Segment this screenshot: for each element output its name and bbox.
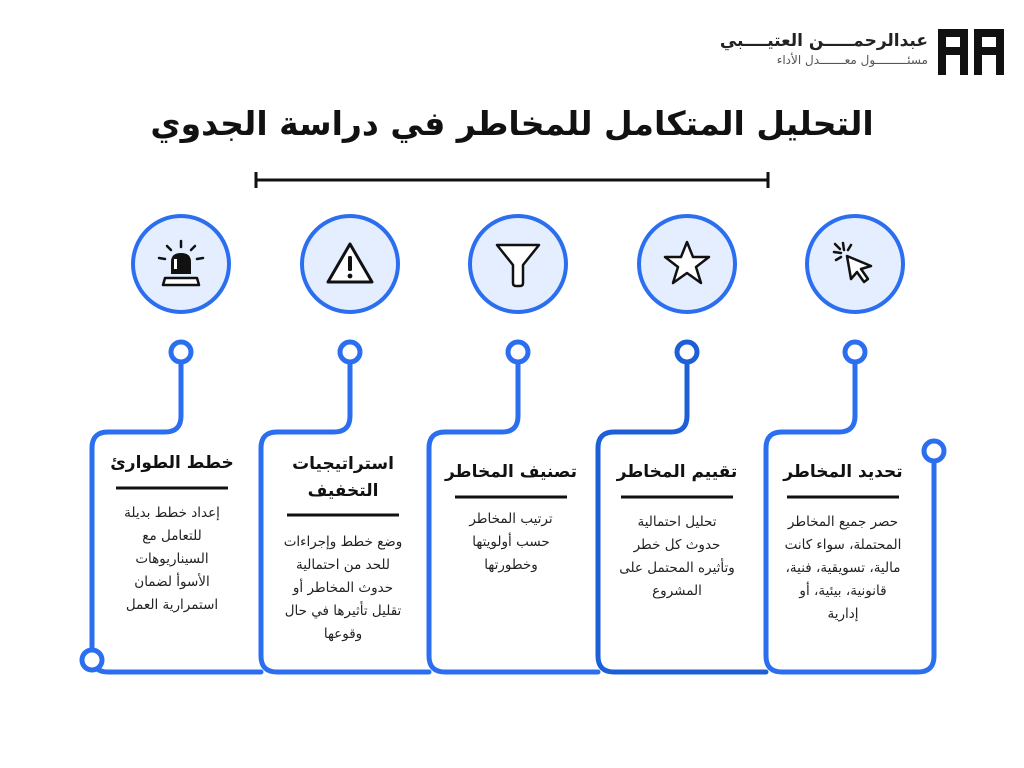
cursor-click-icon — [829, 238, 881, 290]
step-5-title: خطط الطوارئ — [110, 453, 234, 473]
step-4-title — [263, 451, 423, 505]
step-3-icon-circle — [468, 214, 568, 314]
step-2-icon-circle — [637, 214, 737, 314]
step-5-desc-line: الأسوأ لضمان — [134, 574, 210, 590]
step-5-desc-line: للتعامل مع — [142, 528, 202, 544]
step-5-path-base — [92, 640, 261, 672]
step-3-description — [436, 508, 586, 577]
title-underline — [256, 172, 768, 188]
step-4-desc-line: حدوث المخاطر أو — [292, 580, 394, 596]
author-name: عبدالرحمـــــن العتيــــبي — [719, 31, 928, 51]
step-5-icon-circle — [131, 214, 231, 314]
step-3-desc-line: وخطورتها — [484, 557, 538, 573]
step-1-description — [768, 511, 918, 626]
author-role: مسئـــــــــول معـــــــدل الأداء — [776, 53, 928, 67]
step-2-desc-line: تحليل احتمالية — [637, 514, 717, 530]
step-4-icon-circle — [300, 214, 400, 314]
siren-icon — [155, 238, 207, 290]
star-icon — [661, 238, 713, 290]
step-2-title: تقييم المخاطر — [616, 462, 738, 482]
step-1-desc-line: مالية، تسويقية، فنية، — [785, 560, 901, 576]
funnel-icon — [492, 238, 544, 290]
step-1-desc-line: إدارية — [827, 606, 859, 622]
step-5-desc-line: استمرارية العمل — [125, 597, 219, 613]
step-5-desc-line: السيناريوهات — [135, 551, 209, 567]
step-3-title: تصنيف المخاطر — [444, 462, 577, 482]
step-4-top-node — [340, 342, 360, 362]
step-4-description — [268, 531, 418, 646]
step-4-desc-line: تقليل تأثيرها في حال — [284, 603, 402, 619]
step-1-end-node — [924, 441, 944, 461]
step-2-top-node — [677, 342, 697, 362]
page-title: التحليل المتكامل للمخاطر في دراسة الجدوي — [150, 104, 874, 143]
step-3-top-node — [508, 342, 528, 362]
step-1-desc-line: قانونية، بيئية، أو — [799, 583, 887, 599]
step-4-desc-line: وقوعها — [323, 626, 363, 642]
step-2-desc-line: حدوث كل خطر — [633, 537, 721, 553]
step-3-desc-line: ترتيب المخاطر — [469, 511, 553, 527]
step-5-description — [97, 502, 247, 617]
step-1-desc-line: حصر جميع المخاطر — [787, 514, 899, 530]
step-1-top-node — [845, 342, 865, 362]
warning-icon — [324, 238, 376, 290]
step-1-icon-circle — [805, 214, 905, 314]
step-5-end-node — [82, 650, 102, 670]
step-2-desc-line: المشروع — [652, 583, 702, 599]
step-3-desc-line: حسب أولويتها — [472, 534, 550, 550]
step-4-title-line: استراتيجيات — [292, 454, 394, 474]
step-2-desc-line: وتأثيره المحتمل على — [619, 560, 735, 576]
step-5-desc-line: إعداد خطط بديلة — [124, 505, 220, 521]
step-5-top-node — [171, 342, 191, 362]
step-1-title: تحديد المخاطر — [783, 462, 903, 482]
step-4-title-line: التخفيف — [307, 481, 379, 501]
step-4-desc-line: وضع خطط وإجراءات — [283, 534, 403, 550]
step-4-desc-line: للحد من احتمالية — [296, 557, 390, 573]
step-2-description — [602, 511, 752, 603]
step-1-desc-line: المحتملة، سواء كانت — [784, 537, 902, 553]
